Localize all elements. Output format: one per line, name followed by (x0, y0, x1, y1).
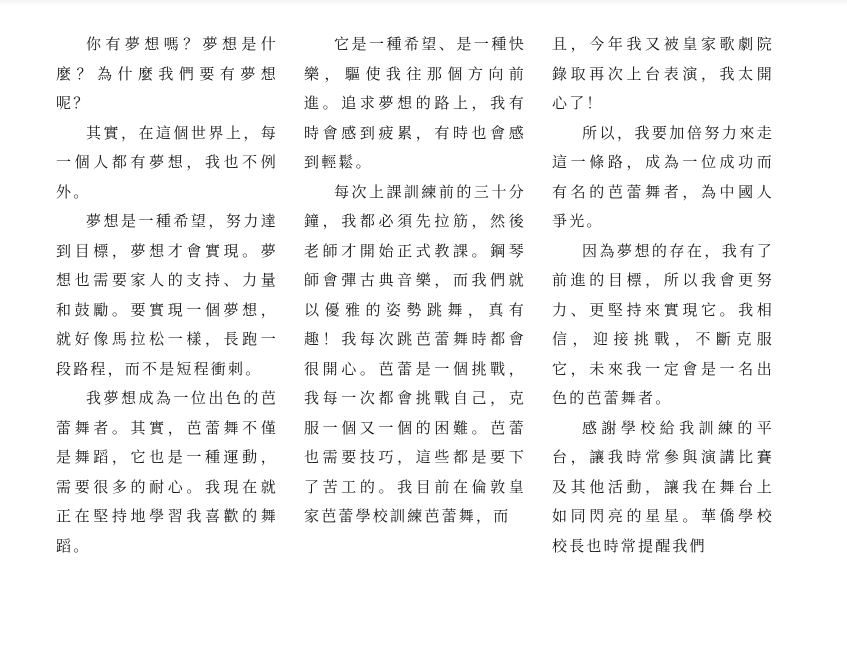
paragraph: 它是一種希望、是一種快樂，驅使我往那個方向前進。追求夢想的路上，我有時會感到疲累，有時也會感到輕鬆。 (304, 35, 526, 171)
paragraph: 因為夢想的存在，我有了前進的目標，所以我會更努力、更堅持來實現它。我相信，迎接挑戰，不斷克服它，未來我一定會是一名出色的芭蕾舞者。 (552, 241, 774, 407)
column-1 (56, 30, 278, 660)
paragraph: 你有夢想嗎？夢想是什麼？為什麼我們要有夢想呢？ (56, 35, 278, 112)
column-2 (304, 30, 526, 660)
paragraph: 其實，在這個世界上，每一個人都有夢想，我也不例外。 (56, 123, 278, 201)
page-top-edge (0, 0, 847, 6)
paragraph: 我夢想成為一位出色的芭蕾舞者。其實，芭蕾舞不僅是舞蹈，它也是一種運動，需要很多的耐心。我現在就正在堅持地學習我喜歡的舞蹈。 (56, 389, 278, 555)
paragraph: 感謝學校給我訓練的平台，讓我時常參與演講比賽及其他活動，讓我在舞台上如同閃亮的星星。華僑學校校長也時常提醒我們 (552, 418, 774, 555)
paragraph: 且，今年我又被皇家歌劇院錄取再次上台表演，我太開心了！ (552, 35, 774, 112)
column-3 (552, 30, 774, 660)
paragraph: 每次上課訓練前的三十分鐘，我都必須先拉筋，然後老師才開始正式教課。鋼琴師會彈古典音樂，而我們就以優雅的姿勢跳舞，真有趣！我每次跳芭蕾舞時都會很開心。芭蕾是一個挑戰，我每一次都會挑戰自己，克服一個又一個的困難。芭蕾也需要技巧，這些都是要下了苦工的。我目前在倫敦皇家芭蕾學校訓練芭蕾舞，而 (304, 182, 526, 525)
paragraph: 夢想是一種希望，努力達到目標，夢想才會實現。夢想也需要家人的支持、力量和鼓勵。要實現一個夢想，就好像馬拉松一樣，長跑一段路程，而不是短程衝刺。 (56, 212, 278, 378)
paragraph: 所以，我要加倍努力來走這一條路，成為一位成功而有名的芭蕾舞者，為中國人爭光。 (552, 123, 774, 230)
article-columns (56, 30, 836, 660)
